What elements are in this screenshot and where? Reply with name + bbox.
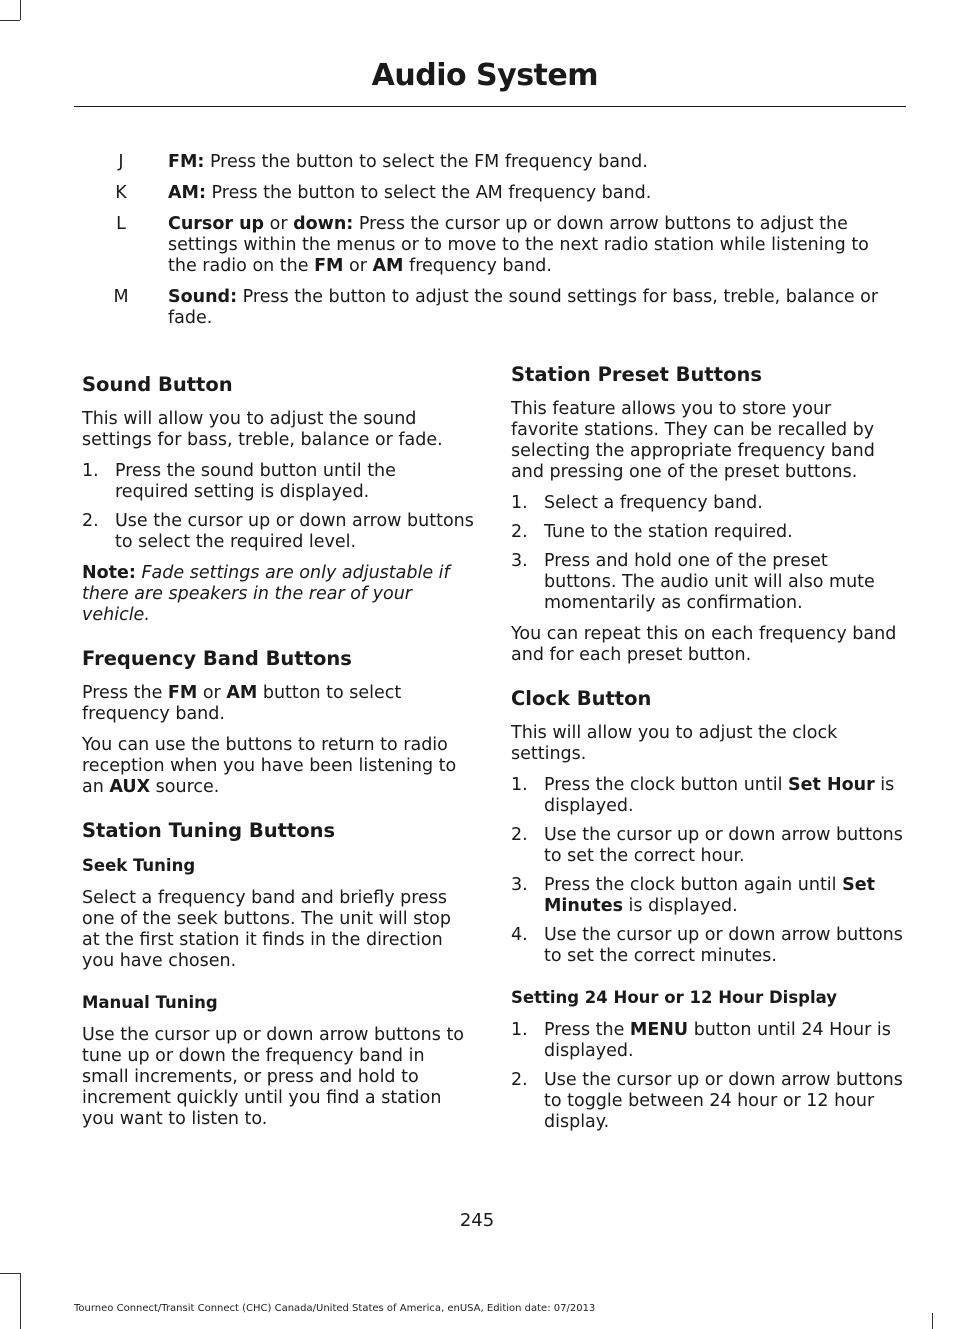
text-run: Press the	[544, 1020, 630, 1040]
text-run: Press and hold one of the preset buttons. The audio unit will also mute momentarily as confirmation.	[544, 551, 875, 613]
bold-text: FM	[167, 683, 198, 703]
definition-item	[0, 214, 954, 277]
paragraph	[82, 735, 474, 798]
list-item	[511, 875, 903, 917]
paragraph	[82, 683, 474, 725]
crop-mark	[20, 0, 21, 20]
text-run: Press the	[82, 683, 168, 703]
list-number: 3.	[511, 875, 528, 895]
paragraph	[82, 1025, 474, 1130]
definition-text	[168, 214, 896, 277]
italic-text: Fade settings are only adjustable if there are speakers in the rear of your vehicle.	[82, 563, 450, 625]
definition-text	[168, 287, 896, 329]
definition-key: J	[118, 152, 124, 172]
list-number: 1.	[511, 493, 528, 513]
bold-text: FM	[314, 256, 344, 276]
bold-text: Note:	[82, 563, 136, 583]
paragraph	[82, 563, 474, 626]
page-number: 245	[459, 1210, 495, 1231]
list-number: 3.	[511, 551, 528, 571]
text-run: Use the cursor up or down arrow buttons to set the correct minutes.	[544, 925, 903, 966]
spacer	[511, 676, 903, 686]
text-run: This will allow you to adjust the clock settings.	[511, 723, 838, 764]
list-number: 2.	[511, 522, 528, 542]
text-run: Use the cursor up or down arrow buttons to select the required level.	[115, 511, 474, 552]
list-number: 2.	[511, 825, 528, 845]
section-heading: Sound Button	[82, 373, 233, 396]
numbered-list	[511, 493, 903, 614]
list-item	[511, 775, 903, 817]
crop-mark	[0, 1273, 20, 1274]
footer-edition: Tourneo Connect/Transit Connect (CHC) Canada/United States of America, enUSA, Edition date: 07/2013	[74, 1303, 596, 1314]
list-item	[511, 925, 903, 967]
right-column	[511, 362, 903, 1143]
spacer	[511, 977, 903, 987]
text-run: Tune to the station required.	[544, 522, 793, 542]
text-run: button until 24 Hour is displayed.	[544, 1020, 891, 1061]
text-run: Press the clock button again until	[544, 875, 843, 895]
text-run: button to select frequency band.	[82, 683, 402, 724]
spacer	[82, 808, 474, 818]
crop-mark	[20, 1273, 21, 1329]
text-run: Select a frequency band and briefly press one of the seek buttons. The unit will stop at the first station it finds in the direction you have chosen.	[82, 888, 451, 971]
paragraph	[82, 409, 474, 451]
text-run: Press the cursor up or down arrow buttons to adjust the settings within the menus or to move to the next radio station while listening to the radio on the	[168, 214, 869, 276]
definition-text	[168, 152, 896, 173]
text-run: You can repeat this on each frequency band and for each preset button.	[511, 624, 897, 665]
text-run: Select a frequency band.	[544, 493, 763, 513]
bold-text: Sound:	[168, 287, 238, 307]
list-number: 2.	[82, 511, 99, 531]
list-item	[82, 511, 474, 553]
section-heading: Station Tuning Buttons	[82, 819, 336, 842]
text-run: You can use the buttons to return to radio reception when you have been listening to an	[82, 735, 457, 797]
title-divider	[74, 106, 906, 107]
text-run: This feature allows you to store your favorite stations. They can be recalled by selecting the appropriate frequency band and pressing one of the preset buttons.	[511, 399, 875, 482]
left-column	[82, 372, 474, 1140]
spacer	[82, 982, 474, 992]
text-run: Press the button to select the AM frequency band.	[205, 183, 652, 203]
subsection-heading: Manual Tuning	[82, 993, 218, 1012]
list-number: 1.	[511, 1020, 528, 1040]
paragraph	[511, 624, 903, 666]
list-item	[511, 1020, 903, 1062]
bold-text: AUX	[109, 777, 151, 797]
text-run: Use the cursor up or down arrow buttons to toggle between 24 hour or 12 hour display.	[544, 1070, 903, 1132]
text-run: Use the cursor up or down arrow buttons to tune up or down the frequency band in small increments, or press and hold to increment quickly until you find a station you want to listen to.	[82, 1025, 465, 1129]
list-number: 1.	[82, 461, 99, 481]
bold-text: FM:	[168, 152, 205, 172]
text-run: Press the button to adjust the sound settings for bass, treble, balance or fade.	[168, 287, 879, 328]
paragraph	[82, 888, 474, 972]
numbered-list	[511, 1020, 903, 1133]
bold-text: AM	[372, 256, 404, 276]
list-item	[511, 493, 903, 514]
list-number: 2.	[511, 1070, 528, 1090]
list-number: 1.	[511, 775, 528, 795]
text-run: This will allow you to adjust the sound settings for bass, treble, balance or fade.	[82, 409, 443, 450]
text-run: Press the button to select the FM frequency band.	[204, 152, 648, 172]
section-heading: Station Preset Buttons	[511, 363, 762, 386]
subsection-heading: Seek Tuning	[82, 856, 196, 875]
text-run: is displayed.	[544, 775, 895, 816]
list-item	[511, 551, 903, 614]
section-heading: Clock Button	[511, 687, 652, 710]
bold-text: MENU	[629, 1020, 689, 1040]
bold-text: down:	[293, 214, 354, 234]
list-number: 4.	[511, 925, 528, 945]
text-run: Press the clock button until	[544, 775, 789, 795]
definition-item	[0, 183, 954, 204]
page-title: Audio System	[371, 58, 598, 93]
definition-text	[168, 183, 896, 204]
list-item	[511, 825, 903, 867]
text-run: or	[264, 214, 294, 234]
paragraph	[511, 723, 903, 765]
section-heading: Frequency Band Buttons	[82, 647, 352, 670]
list-item	[82, 461, 474, 503]
definition-key: K	[115, 183, 127, 203]
text-run: or	[197, 683, 227, 703]
bold-text: Set Minutes	[544, 875, 875, 916]
text-run: source.	[150, 777, 220, 797]
subsection-heading: Setting 24 Hour or 12 Hour Display	[511, 988, 838, 1007]
numbered-list	[82, 461, 474, 553]
crop-mark	[0, 20, 20, 21]
bold-text: Cursor up	[168, 214, 265, 234]
bold-text: Set Hour	[788, 775, 875, 795]
definition-key: M	[113, 287, 129, 307]
spacer	[82, 636, 474, 646]
text-run: is displayed.	[622, 896, 738, 916]
text-run: Use the cursor up or down arrow buttons to set the correct hour.	[544, 825, 903, 866]
text-run: Press the sound button until the required setting is displayed.	[115, 461, 396, 502]
definition-item	[0, 152, 954, 173]
crop-mark	[932, 1313, 933, 1329]
text-run: or	[343, 256, 373, 276]
definition-key: L	[116, 214, 126, 234]
numbered-list	[511, 775, 903, 967]
list-item	[511, 522, 903, 543]
definition-item	[0, 287, 954, 329]
list-item	[511, 1070, 903, 1133]
bold-text: AM	[226, 683, 258, 703]
definition-list	[0, 152, 954, 339]
paragraph	[511, 399, 903, 483]
bold-text: AM:	[168, 183, 206, 203]
text-run: frequency band.	[403, 256, 552, 276]
